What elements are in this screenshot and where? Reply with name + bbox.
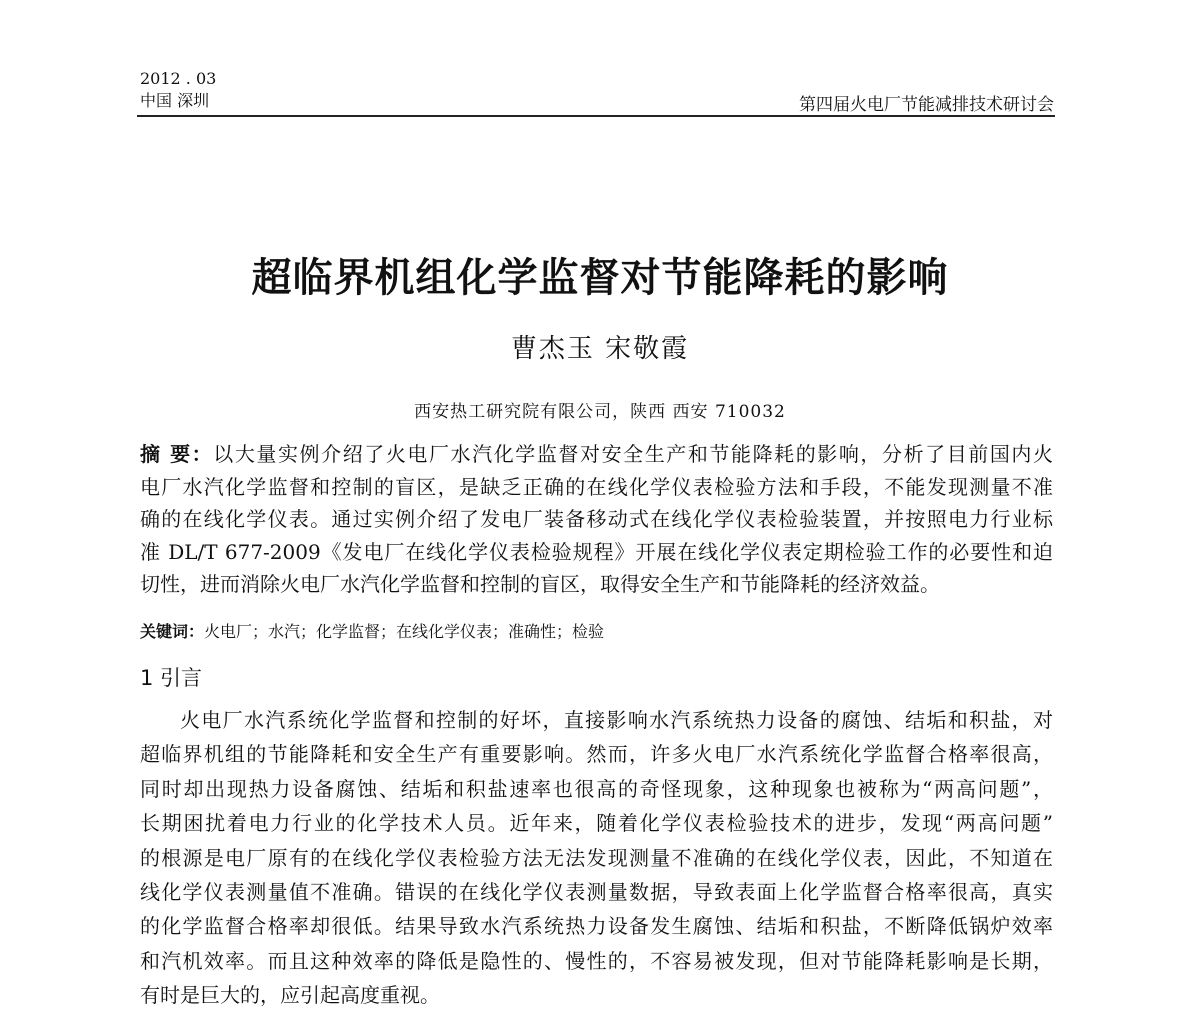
body-line: 同时却出现热力设备腐蚀、结垢和积盐速率也很高的奇怪现象，这种现象也被称为“两高问题”， (140, 776, 1053, 801)
affiliation: 西安热工研究院有限公司，陕西 西安 710032 (414, 402, 786, 422)
abstract-line: 确的在线化学仪表。通过实例介绍了发电厂装备移动式在线化学仪表检验装置，并按照电力行业标 (140, 507, 1053, 531)
header-rule (137, 115, 1055, 117)
section-body (140, 703, 1053, 1013)
paper-title: 超临界机组化学监督对节能降耗的影响 (251, 255, 949, 301)
body-line: 的化学监督合格率却很低。结果导致水汽系统热力设备发生腐蚀、结垢和积盐，不断降低锅炉效率 (140, 914, 1053, 939)
abstract-line: 摘 要：以大量实例介绍了火电厂水汽化学监督对安全生产和节能降耗的影响，分析了目前国内火 (140, 442, 1053, 466)
abstract-line: 准 DL/T 677-2009《发电厂在线化学仪表检验规程》开展在线化学仪表定期检验工作的必要性和迫 (140, 539, 1053, 564)
header-date: 2012 . 03 (140, 69, 217, 88)
body-line: 的根源是电厂原有的在线化学仪表检验方法无法发现测量不准确的在线化学仪表，因此，不知道在 (140, 845, 1053, 870)
abstract-line: 电厂水汽化学监督和控制的盲区，是缺乏正确的在线化学仪表检验方法和手段，不能发现测量不准 (140, 474, 1053, 499)
abstract (140, 438, 1053, 601)
keywords-label: 关键词： (140, 622, 205, 641)
body-line: 火电厂水汽系统化学监督和控制的好坏，直接影响水汽系统热力设备的腐蚀、结垢和积盐，对 (180, 708, 1053, 732)
body-line: 和汽机效率。而且这种效率的降低是隐性的、慢性的，不容易被发现，但对节能降耗影响是长期， (140, 948, 1053, 973)
body-line: 有时是巨大的，应引起高度重视。 (140, 983, 440, 1008)
abstract-label: 摘 要： (140, 442, 214, 466)
body-line: 超临界机组的节能降耗和安全生产有重要影响。然而，许多火电厂水汽系统化学监督合格率很高， (140, 742, 1053, 767)
authors: 曹杰玉 宋敬霞 (510, 334, 690, 364)
header-location: 中国 深圳 (140, 91, 210, 110)
section-heading: 1 引言 (140, 666, 203, 690)
keywords (140, 619, 604, 642)
header-conference: 第四届火电厂节能减排技术研讨会 (799, 95, 1054, 115)
body-line: 长期困扰着电力行业的化学技术人员。近年来，随着化学仪表检验技术的进步，发现“两高问题” (140, 811, 1053, 836)
abstract-line: 切性，进而消除火电厂水汽化学监督和控制的盲区，取得安全生产和节能降耗的经济效益。 (140, 572, 940, 596)
keywords-text: 火电厂；水汽；化学监督；在线化学仪表；准确性；检验 (204, 622, 605, 641)
body-line: 线化学仪表测量值不准确。错误的在线化学仪表测量数据，导致表面上化学监督合格率很高，真实 (140, 879, 1053, 904)
header-left (140, 68, 216, 112)
